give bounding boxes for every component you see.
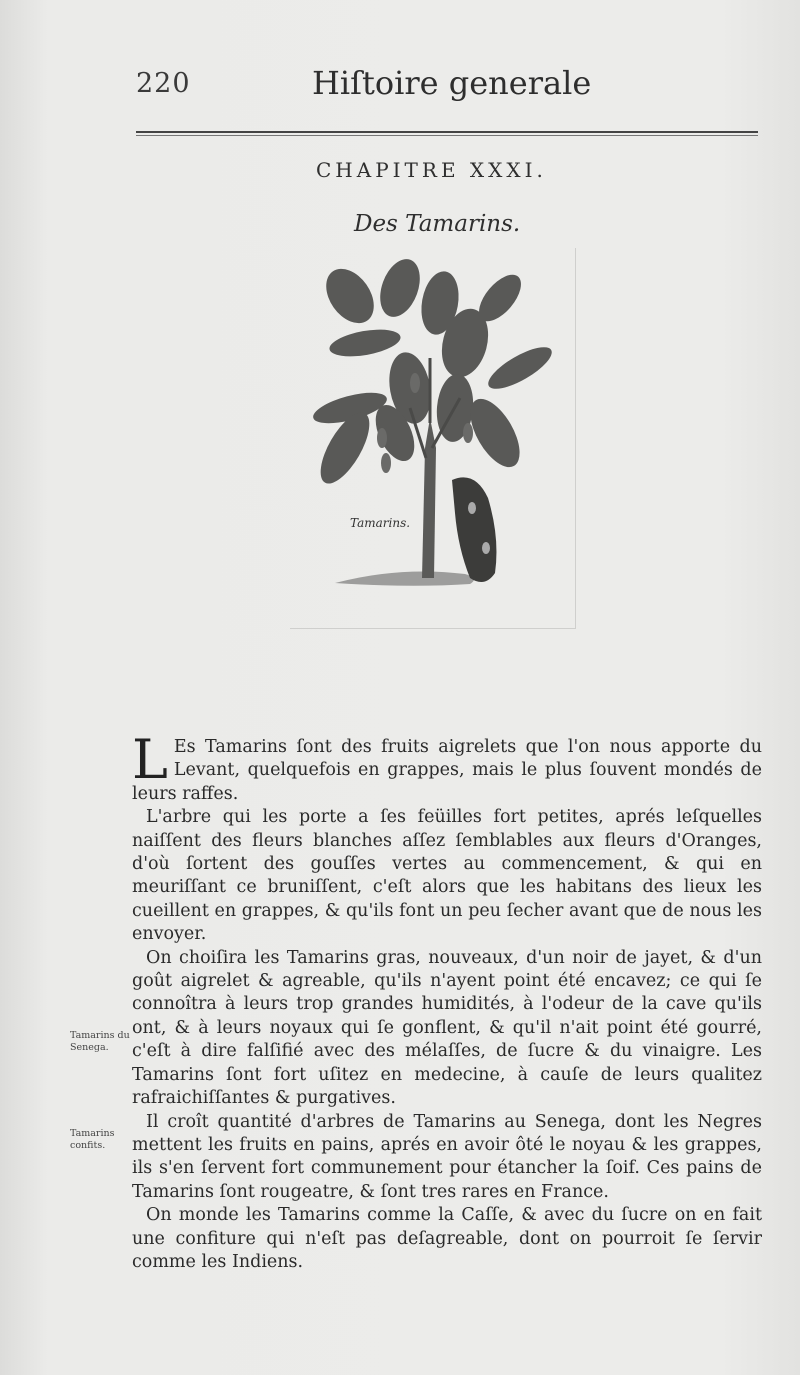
running-title: Hiſtoire generale [312,64,592,102]
drop-cap: L [132,728,168,791]
paragraph-text: Es Tamarins ſont des fruits aigrelets que l'on nous apporte du Levant, quelquefois en grappes, mais le plus ſouvent mondés de leurs raffes. [132,737,762,804]
rule-line-top [136,131,758,133]
paragraph [132,728,762,806]
margin-note-confits: Tamarins confits. [70,1128,115,1151]
header-rule [136,131,758,135]
rule-line-bottom [136,135,758,136]
plate-caption: Tamarins. [350,516,411,530]
paragraph: On choiſira les Tamarins gras, nouveaux, d'un noir de jayet, & d'un goût aigrelet & agreable, qu'ils n'ayent point été encavez; ce qui ſe connoîtra à leurs trop grandes humidités, à l'odeur de la cave qu'ils ont, & à leurs noyaux qui ſe gonflent, & qu'il n'ait point été gourré, c'eſt à dire falſifié avec des mélaſſes, de ſucre & du vinaigre. Les Tamarins ſont fort uſitez en medecine, à cauſe de leurs qualitez rafraichiſſantes & purgatives. [132,947,762,1109]
paragraph: Il croît quantité d'arbres de Tamarins au Senega, dont les Negres mettent les fruits en pains, aprés en avoir ôté le noyau & les grappes, ils s'en ſervent fort communement pour étancher la ſoif. Ces pains de Tamarins ſont rougeatre, & ſont tres rares en France. [132,1111,762,1202]
paragraph: L'arbre qui les porte a ſes feüilles fort petites, aprés leſquelles naiſſent des fleurs blanches aſſez ſemblables aux fleurs d'Oranges, d'où ſortent des gouſſes vertes au commencement, & qui en meuriſſant ce bruniſſent, c'eſt alors que les habitans des lieux les cueillent en grappes, & qu'ils font un peu ſecher avant que de nous les envoyer. [132,807,762,945]
running-head [136,60,776,116]
paragraph: On monde les Tamarins comme la Caſſe, & avec du ſucre on en fait une confiture qui n'eſt pas deſagreable, dont on pourroit ſe ſervir comme les Indiens. [132,1205,762,1272]
margin-note-senega: Tamarins du Senega. [70,1030,130,1053]
page-number: 220 [136,68,191,99]
engraving-plate [290,248,576,629]
section-title: Des Tamarins. [354,211,521,237]
tamarind-tree-illustration [290,248,575,628]
body-text [132,728,762,1274]
chapter-title: CHAPITRE XXXI. [316,158,547,182]
